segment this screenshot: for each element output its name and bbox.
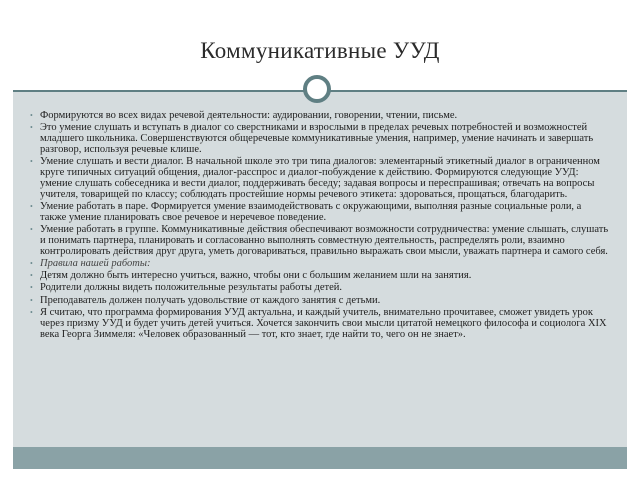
bullet-item: • Детям должно быть интересно учиться, важно, чтобы они с большим желанием шли на занятия. (30, 270, 472, 282)
slide-title: Коммуникативные УУД (200, 38, 440, 63)
bullet-icon: • (30, 283, 33, 293)
bullet-icon: • (30, 308, 33, 318)
bullet-item: • Преподаватель должен получать удовольствие от каждого занятия с детьми. (30, 294, 381, 306)
bullet-icon: • (30, 157, 33, 167)
footer-band (13, 447, 627, 469)
bullet-list (30, 111, 610, 342)
bullet-item: • Формируются во всех видах речевой деятельности: аудировании, говорении, чтении, письме. (30, 110, 458, 121)
bullet-icon: • (30, 271, 33, 281)
rules-heading: • Правила нашей работы: (30, 257, 151, 269)
bullet-item: • Родители должны видеть положительные результаты работы детей. (30, 282, 343, 294)
ring-ornament-icon (303, 75, 331, 103)
bullet-item: • Умение работать в группе. Коммуникативные действия обеспечивают возможности сотрудничества: умение слышать, слушать и понимать партнера, планировать и согласованно выполнять совместную деятельность, распределять роли, взаимно контролировать действия друг друга, уметь договариваться, правильно выражать свои мысли, уважать партнера и самого себя. (30, 223, 609, 257)
bullet-icon: • (30, 224, 33, 234)
bullet-icon: • (30, 111, 33, 120)
bullet-item: • Это умение слушать и вступать в диалог со сверстниками и взрослыми в пределах речевых потребностей и возможностей младшего школьника. Совершенствуются общеречевые коммуникативные умения, например, умение начинать и завершать разговор, используя речевые клише. (30, 122, 594, 155)
bullet-item: • Я считаю, что программа формирования УУД актуальна, и каждый учитель, внимательно прочитавее, сможет увидеть урок через призму УУД и будет учить детей учиться. Хочется закончить свои мысли цитатой немецкого философа и социолога XIX века Георга Зиммеля: «Человек образованный — тот, кто знает, где найти то, чего он не знает». (30, 307, 607, 340)
bullet-icon: • (30, 258, 33, 268)
bullet-item: • Умение работать в паре. Формируется умение взаимодействовать с окружающими, выполняя разные социальные роли, а также умение планировать свое речевое и неречевое поведение. (30, 200, 582, 223)
bullet-icon: • (30, 201, 33, 211)
bullet-icon: • (30, 123, 33, 133)
bullet-item: • Умение слушать и вести диалог. В начальной школе это три типа диалогов: элементарный этикетный диалог в ограниченном круге типичных ситуаций общения, диалог-расспрос и диалог-побуждение к действию. Формируются следующие УУД: умение слушать собеседника и вести диалог, поддерживать беседу; задавая вопросы и переспрашивая; отвечать на вопросы учителя, товарищей по классу; соблюдать простейшие нормы речевого этикета: здороваться, прощаться, благодарить. (30, 156, 600, 200)
bullet-icon: • (30, 295, 33, 305)
